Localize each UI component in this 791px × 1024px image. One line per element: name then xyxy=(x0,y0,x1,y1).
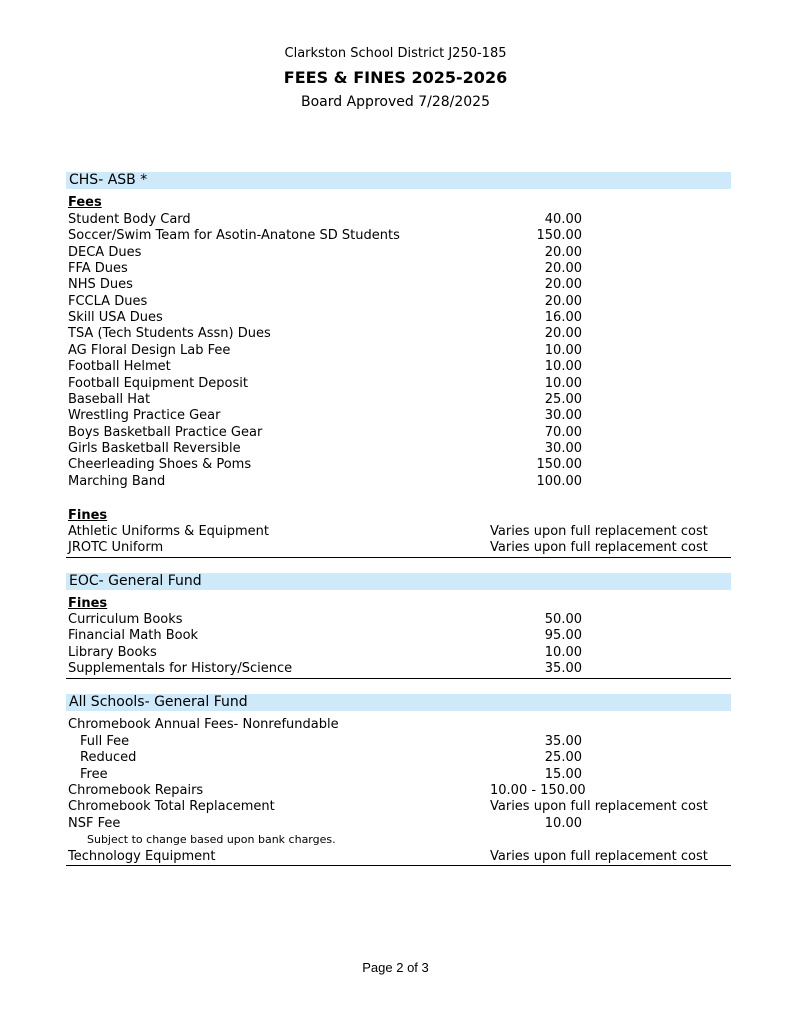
fee-amount: 30.00 xyxy=(544,408,582,424)
nsf-note: Subject to change based upon bank charges. xyxy=(87,833,336,846)
fee-row xyxy=(68,734,731,750)
fee-amount: 70.00 xyxy=(544,424,582,440)
fee-row: Chromebook Total Replacement Varies upon full replacement cost xyxy=(68,799,708,814)
fee-amount: 20.00 xyxy=(544,293,582,309)
fee-row xyxy=(68,212,731,228)
page-title: FEES & FINES 2025-2026 xyxy=(283,68,508,87)
fee-row xyxy=(68,540,731,556)
fee-amount: 10.00 xyxy=(544,342,582,358)
fee-row xyxy=(68,228,731,244)
fee-row xyxy=(68,376,731,392)
fee-row xyxy=(68,628,731,644)
fee-amount: 50.00 xyxy=(544,612,582,627)
fee-label: NHS Dues xyxy=(68,277,133,293)
fee-amount: Varies upon full replacement cost xyxy=(490,540,708,556)
district-name: Clarkston School District J250-185 xyxy=(284,46,507,61)
fee-label: Soccer/Swim Team for Asotin-Anatone SD Students xyxy=(68,228,400,244)
fee-row xyxy=(68,359,731,375)
fee-amount: 10.00 xyxy=(544,375,582,391)
section-header-all-schools: All Schools- General Fund xyxy=(66,694,731,711)
fee-row: Technology Equipment Varies upon full replacement cost xyxy=(68,849,708,864)
chromebook-heading: Chromebook Annual Fees- Nonrefundable xyxy=(68,717,339,732)
fee-label: Reduced xyxy=(80,750,137,766)
section-divider xyxy=(66,678,731,679)
fee-label: Wrestling Practice Gear xyxy=(68,408,221,424)
fee-row xyxy=(68,310,731,326)
fee-label: FFA Dues xyxy=(68,261,128,277)
fee-label: Full Fee xyxy=(80,734,130,749)
fee-row xyxy=(68,441,731,457)
fee-label: Football Helmet xyxy=(68,359,171,375)
fee-amount: 10.00 xyxy=(544,359,582,375)
fee-label: TSA (Tech Students Assn) Dues xyxy=(68,326,271,342)
fee-label: Student Body Card xyxy=(68,212,191,227)
fee-row xyxy=(68,767,731,783)
fee-amount: 40.00 xyxy=(544,212,582,227)
section-divider xyxy=(66,557,731,558)
fee-label: Boys Basketball Practice Gear xyxy=(68,424,263,440)
fee-amount: 150.00 xyxy=(536,457,582,473)
approval-date: Board Approved 7/28/2025 xyxy=(301,94,490,110)
fee-label: Financial Math Book xyxy=(68,628,199,644)
section-divider xyxy=(66,865,731,866)
fee-amount: 15.00 xyxy=(544,766,582,782)
fee-label: Baseball Hat xyxy=(68,391,151,407)
section-header-asb: CHS- ASB * xyxy=(66,172,731,189)
fee-label: Athletic Uniforms & Equipment xyxy=(68,524,270,539)
fee-row xyxy=(68,392,731,408)
fee-amount: 95.00 xyxy=(544,628,582,644)
fee-label: Curriculum Books xyxy=(68,612,183,627)
fee-label: Girls Basketball Reversible xyxy=(68,440,241,456)
fee-row xyxy=(68,750,731,766)
fee-amount: 30.00 xyxy=(544,440,582,456)
fee-amount: 150.00 xyxy=(536,228,582,244)
fee-amount: 35.00 xyxy=(544,661,582,677)
fees-subheading: Fees xyxy=(68,195,102,210)
fee-label: DECA Dues xyxy=(68,244,142,260)
fee-amount: 25.00 xyxy=(544,750,582,766)
fee-label: Skill USA Dues xyxy=(68,310,163,326)
fee-amount: 20.00 xyxy=(544,244,582,260)
fee-row xyxy=(68,343,731,359)
fee-row xyxy=(68,277,731,293)
fee-row xyxy=(68,661,731,677)
fee-row xyxy=(68,261,731,277)
fines-subheading: Fines xyxy=(68,508,108,523)
fee-row: Chromebook Repairs 10.00 - 150.00 xyxy=(68,783,586,798)
fee-label: FCCLA Dues xyxy=(68,293,148,309)
fee-row xyxy=(68,524,731,540)
fee-label: Free xyxy=(80,766,108,782)
fee-row: NSF Fee 10.00 xyxy=(68,816,582,831)
fee-label: Cheerleading Shoes & Poms xyxy=(68,457,252,473)
fee-label: Football Equipment Deposit xyxy=(68,375,248,391)
fee-amount: 16.00 xyxy=(544,310,582,326)
fee-amount: Varies upon full replacement cost xyxy=(490,524,708,539)
fee-row xyxy=(68,457,731,473)
fee-amount: 20.00 xyxy=(544,261,582,277)
fee-row xyxy=(68,612,731,628)
fee-row xyxy=(68,294,731,310)
fee-label: Marching Band xyxy=(68,473,166,489)
page-number: Page 2 of 3 xyxy=(362,960,429,975)
fee-row xyxy=(68,408,731,424)
fee-label: Supplementals for History/Science xyxy=(68,661,293,677)
fee-label: JROTC Uniform xyxy=(68,540,164,556)
fee-row xyxy=(68,326,731,342)
fee-amount: 20.00 xyxy=(544,277,582,293)
fee-row xyxy=(68,245,731,261)
fee-amount: 100.00 xyxy=(536,473,582,489)
fee-amount: 25.00 xyxy=(544,391,582,407)
fee-label: AG Floral Design Lab Fee xyxy=(68,342,231,358)
eoc-fines-subheading: Fines xyxy=(68,596,108,611)
fee-row xyxy=(68,425,731,441)
fee-row xyxy=(68,645,731,661)
section-header-eoc: EOC- General Fund xyxy=(66,573,731,590)
fee-amount: 10.00 xyxy=(544,644,582,660)
fee-row xyxy=(68,474,731,490)
fee-amount: 35.00 xyxy=(544,734,582,749)
fee-label: Library Books xyxy=(68,644,157,660)
fee-amount: 20.00 xyxy=(544,326,582,342)
